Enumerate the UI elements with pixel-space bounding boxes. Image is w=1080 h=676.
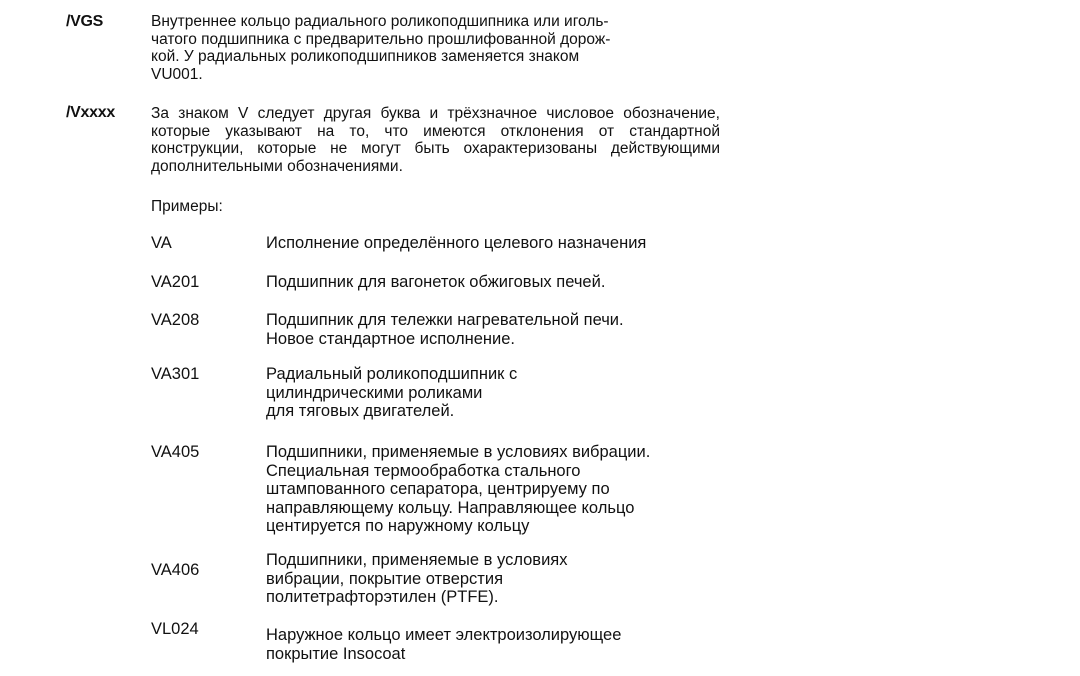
example-code: VL024 (151, 620, 199, 638)
example-description: Наружное кольцо имеет электроизолирующее покрытие Insocoat (266, 626, 622, 663)
example-code: VA208 (151, 311, 200, 329)
description-vgs: Внутреннее кольцо радиального роликоподшипника или иголь- чатого подшипника с предварительно прошлифованной дорож- кой. У радиальных роликоподшипников заменяется знаком VU001. (151, 13, 611, 83)
example-code: VA (151, 234, 172, 252)
example-description: Подшипник для тележки нагревательной печи. Новое стандартное исполнение. (266, 311, 624, 348)
code-vxxxx: /Vxxxx (66, 104, 115, 121)
example-description: Подшипники, применяемые в условиях вибрации. Специальная термообработка стального штампованного сепаратора, центрируему по направляющему кольцу. Направляющее кольцо центируется по наружному кольцу (266, 443, 651, 536)
example-description: Радиальный роликоподшипник с цилиндрическими роликами для тяговых двигателей. (266, 365, 518, 421)
example-code: VA406 (151, 561, 200, 579)
description-vxxxx: За знаком V следует другая буква и трёхзначное числовое обозначение, которые указывают на то, что имеются отклонения от стандартной конструкции, которые не могут быть охарактеризованы действующими дополнительными обозначениями. (151, 105, 720, 175)
code-vgs: /VGS (66, 13, 104, 30)
examples-label: Примеры: (151, 198, 223, 215)
example-description: Исполнение определённого целевого назначения (266, 234, 647, 252)
example-code: VA405 (151, 443, 200, 461)
example-description: Подшипники, применяемые в условиях вибрации, покрытие отверстия политетрафторэтилен (PTFE). (266, 551, 568, 607)
example-code: VA301 (151, 365, 200, 383)
example-code: VA201 (151, 273, 200, 291)
example-description: Подшипник для вагонеток обжиговых печей. (266, 273, 606, 291)
